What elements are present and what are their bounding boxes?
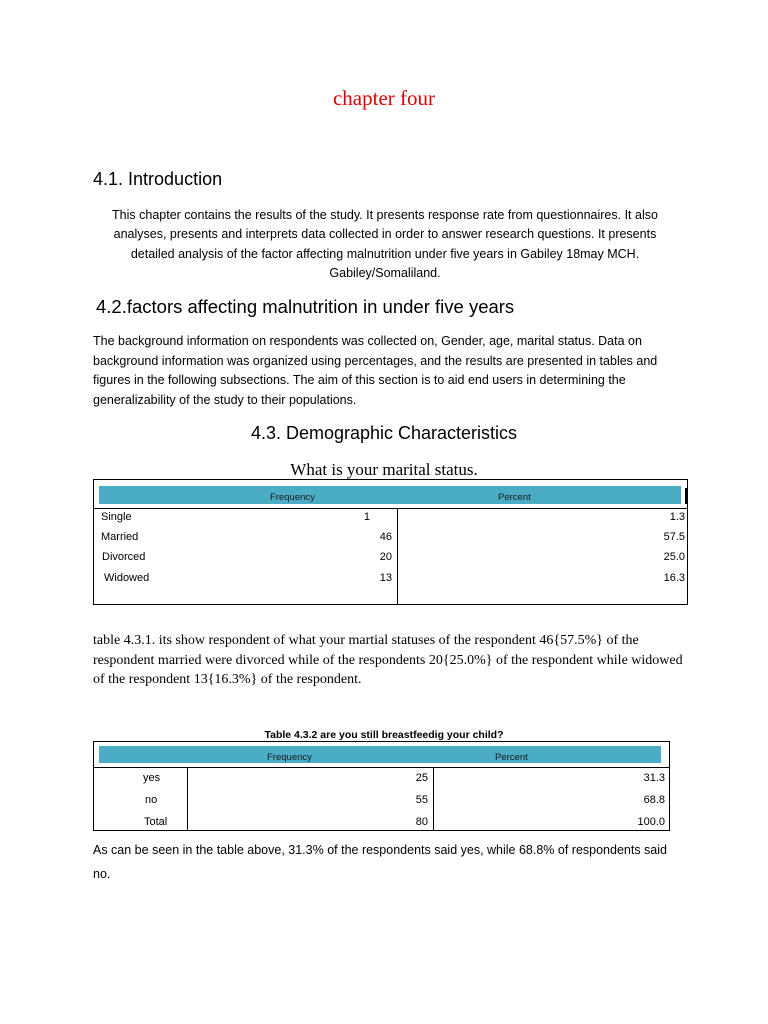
marital-status-description: table 4.3.1. its show respondent of what your martial statuses of the respondent 46{57.5%} of the respondent married were divorced while of the respondents 20{25.0%} of the respondent while widowed of the respondent 13{16.3%} of the respondent. bbox=[93, 633, 683, 687]
table-cell-percent: 1.3 bbox=[669, 511, 685, 523]
background-paragraph: The background information on respondents was collected on, Gender, age, marital status. Data on background information was organized using percentages, and the results are presented in tables and figures in the following subsections. The aim of this section is to aid end users in determining the generalizability of the study to their populations. bbox=[93, 334, 658, 407]
table-row-label: Widowed bbox=[104, 572, 150, 584]
chapter-title: chapter four bbox=[332, 86, 436, 110]
table-row-label: Single bbox=[101, 511, 132, 523]
table-divider bbox=[93, 508, 688, 509]
table-divider bbox=[187, 767, 188, 831]
header-percent: Percent bbox=[495, 752, 528, 763]
table-cell-percent: 16.3 bbox=[663, 572, 685, 584]
header-frequency: Frequency bbox=[267, 752, 312, 763]
table-header-bar bbox=[99, 486, 681, 504]
table-divider bbox=[433, 767, 434, 831]
introduction-paragraph: This chapter contains the results of the study. It presents response rate from questionnaires. It also analyses, presents and interprets data collected in order to answer research questions. It presents detailed analysis of the factor affecting malnutrition under five years in Gabiley 18may MCH. Gabiley/Somaliland. bbox=[112, 208, 658, 280]
breastfeeding-table-title: Table 4.3.2 are you still breastfeedig your child? bbox=[264, 729, 504, 741]
table-row-label: yes bbox=[143, 772, 161, 784]
breastfeeding-description: As can be seen in the table above, 31.3% of the respondents said yes, while 68.8% of respondents said no. bbox=[93, 843, 667, 881]
table-row-label: no bbox=[145, 794, 158, 806]
table-divider bbox=[93, 767, 670, 768]
header-percent: Percent bbox=[498, 492, 531, 503]
table-header-bar bbox=[99, 746, 661, 763]
table-cell-percent: 31.3 bbox=[643, 772, 665, 784]
table-cell-percent: 68.8 bbox=[643, 794, 665, 806]
demographic-heading: 4.3. Demographic Characteristics bbox=[250, 423, 518, 443]
table-cell-frequency: 46 bbox=[379, 531, 392, 543]
table-cell-frequency: 13 bbox=[379, 572, 392, 584]
table-cell-percent: 100.0 bbox=[637, 816, 665, 828]
marital-status-table-title: What is your marital status. bbox=[290, 460, 478, 479]
table-divider bbox=[685, 488, 687, 504]
table-cell-frequency: 1 bbox=[363, 511, 370, 523]
table-row-label: Total bbox=[144, 816, 168, 828]
table-cell-percent: 57.5 bbox=[663, 531, 685, 543]
table-row-label: Divorced bbox=[102, 551, 146, 563]
table-cell-frequency: 20 bbox=[379, 551, 392, 563]
factors-heading: 4.2.factors affecting malnutrition in under five years bbox=[96, 296, 515, 317]
table-cell-frequency: 55 bbox=[415, 794, 428, 806]
table-cell-frequency: 80 bbox=[415, 816, 428, 828]
table-divider bbox=[397, 509, 398, 605]
table-cell-percent: 25.0 bbox=[663, 551, 685, 563]
table-row-label: Married bbox=[101, 531, 139, 543]
header-frequency: Frequency bbox=[270, 492, 315, 503]
table-cell-frequency: 25 bbox=[415, 772, 428, 784]
introduction-heading: 4.1. Introduction bbox=[93, 169, 223, 189]
